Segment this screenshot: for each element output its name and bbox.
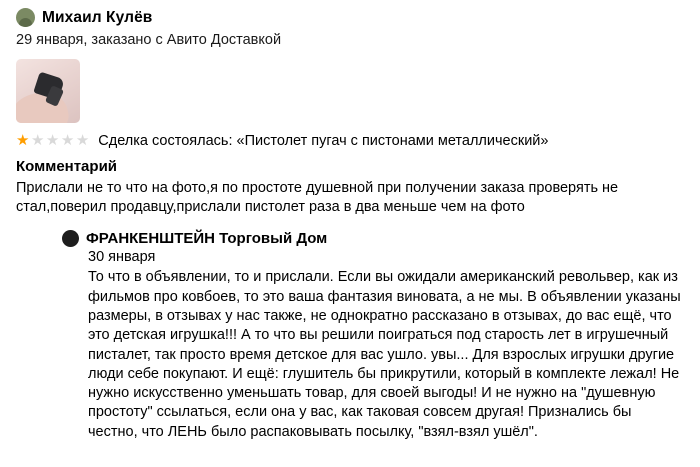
deal-status-text: Сделка состоялась: «Пистолет пугач с пистонами металлический» [98, 132, 549, 149]
comment-heading: Комментарий [16, 157, 118, 175]
seller-name: ФРАНКЕНШТЕЙН Торговый Дом [86, 230, 328, 248]
rating-stars [16, 133, 89, 148]
order-info: 29 января, заказано с Авито Доставкой [16, 32, 282, 48]
seller-reply-text: То что в объявлении, то и прислали. Если вы ожидали американский револьвер, как из фильмов про ковбоев, то это ваша фантазия виновата, а не мы. В объявлении указаны размеры, в отзывах у нас также, не однократно рассказано в отзывах, до вас ещё, что это детская игрушка!!! А то что вы решили поиграться под старость лет в игрушечный писталет, так просто время детское для вас ушло. увы... Для взрослых игрушки другие люди себе покупают. И ещё: глушитель бы прикрутили, который в комплекте лежал! Не нужно искусственно уменьшать товар, для своей выгоды! И не нужно на "душевную простоту" ссылаться, если она у вас, как таковая совсем другая! Признались бы честно, что ЛЕНЬ было распаковывать посылку, "взял-взял ушёл". [88, 269, 681, 440]
seller-reply [62, 230, 684, 442]
reviewer-name: Михаил Кулёв [42, 8, 153, 26]
seller-reply-header [62, 230, 684, 247]
star-icon-4: ★ [60, 132, 75, 150]
seller-avatar [62, 230, 79, 247]
review-photo[interactable] [16, 59, 80, 123]
avatar [16, 8, 35, 27]
seller-reply-date: 30 января [88, 249, 156, 266]
deal-row [16, 133, 684, 149]
star-icon-3: ★ [45, 132, 60, 150]
comment-text: Прислали не то что на фото,я по простоте душевной при получении заказа проверять не стал,поверил продавцу,прислали пистолет раза в два меньше чем на фото [16, 179, 619, 216]
star-icon-1: ★ [16, 132, 30, 150]
reviewer-header [16, 8, 684, 27]
star-icon-5: ★ [75, 132, 90, 150]
star-icon-2: ★ [30, 132, 45, 150]
